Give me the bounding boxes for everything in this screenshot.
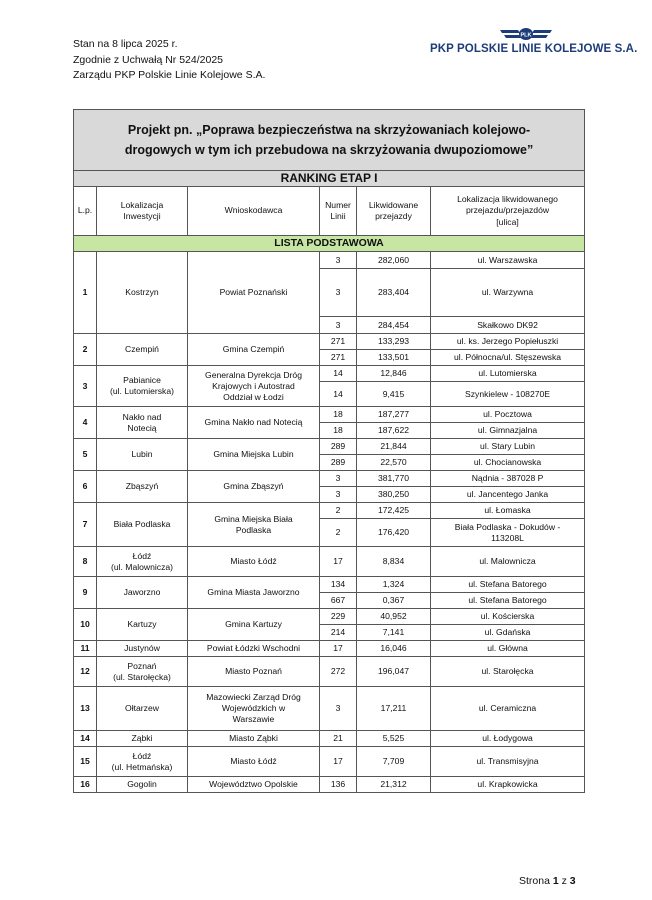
- cell-wnioskodawca: Mazowiecki Zarząd Dróg Wojewódzkich w Warszawie: [188, 687, 320, 731]
- cell-numer-linii: 3: [320, 471, 357, 487]
- header-likwidowane: Likwidowane przejazdy: [357, 187, 431, 236]
- cell-wnioskodawca: Gmina Nakło nad Notecią: [188, 407, 320, 439]
- cell-numer-linii: 271: [320, 350, 357, 366]
- cell-ulica: ul. Malownicza: [431, 547, 585, 577]
- cell-ulica: ul. Jancentego Janka: [431, 487, 585, 503]
- cell-numer-linii: 2: [320, 519, 357, 547]
- cell-lp: 3: [74, 366, 97, 407]
- cell-lp: 8: [74, 547, 97, 577]
- cell-lokalizacja: Czempiń: [97, 334, 188, 366]
- cell-lp: 5: [74, 439, 97, 471]
- cell-lokalizacja: Łódź (ul. Hetmańska): [97, 747, 188, 777]
- cell-likwidowane: 381,770: [357, 471, 431, 487]
- cell-lokalizacja: Ołtarzew: [97, 687, 188, 731]
- table-row: [74, 747, 585, 777]
- cell-ulica: ul. Pocztowa: [431, 407, 585, 423]
- cell-lokalizacja: Poznań (ul. Starołęcka): [97, 657, 188, 687]
- table-row: [74, 687, 585, 731]
- cell-numer-linii: 3: [320, 487, 357, 503]
- cell-likwidowane: 187,622: [357, 423, 431, 439]
- cell-wnioskodawca: Gmina Miejska Lubin: [188, 439, 320, 471]
- document-meta: [73, 37, 265, 84]
- cell-lp: 14: [74, 731, 97, 747]
- cell-ulica: ul. Stary Lubin: [431, 439, 585, 455]
- table-row: [74, 657, 585, 687]
- table-row: [74, 777, 585, 793]
- cell-numer-linii: 136: [320, 777, 357, 793]
- cell-likwidowane: 133,501: [357, 350, 431, 366]
- cell-numer-linii: 17: [320, 641, 357, 657]
- cell-lokalizacja: Justynów: [97, 641, 188, 657]
- cell-likwidowane: 187,277: [357, 407, 431, 423]
- cell-lp: 7: [74, 503, 97, 547]
- cell-numer-linii: 667: [320, 593, 357, 609]
- cell-likwidowane: 283,404: [357, 269, 431, 317]
- cell-numer-linii: 14: [320, 382, 357, 407]
- cell-ulica: ul. Warszawska: [431, 252, 585, 269]
- header-lokalizacja: Lokalizacja Inwestycji: [97, 187, 188, 236]
- cell-ulica: ul. Starołęcka: [431, 657, 585, 687]
- cell-likwidowane: 40,952: [357, 609, 431, 625]
- lista-row: [74, 236, 585, 252]
- cell-lp: 10: [74, 609, 97, 641]
- cell-numer-linii: 17: [320, 747, 357, 777]
- header-lokalizacja-likwidowanego: Lokalizacja likwidowanego przejazdu/przejazdów [ulica]: [431, 187, 585, 236]
- cell-numer-linii: 3: [320, 687, 357, 731]
- cell-likwidowane: 282,060: [357, 252, 431, 269]
- cell-lp: 12: [74, 657, 97, 687]
- cell-numer-linii: 14: [320, 366, 357, 382]
- ranking-title: RANKING ETAP I: [74, 171, 585, 187]
- cell-numer-linii: 3: [320, 269, 357, 317]
- meta-date: Stan na 8 lipca 2025 r.: [73, 38, 178, 50]
- cell-numer-linii: 272: [320, 657, 357, 687]
- cell-likwidowane: 133,293: [357, 334, 431, 350]
- cell-lokalizacja: Gogolin: [97, 777, 188, 793]
- cell-lokalizacja: Ząbki: [97, 731, 188, 747]
- cell-ulica: ul. Kościerska: [431, 609, 585, 625]
- header-wnioskodawca: Wnioskodawca: [188, 187, 320, 236]
- ranking-row: [74, 171, 585, 187]
- cell-ulica: ul. Gimnazjalna: [431, 423, 585, 439]
- cell-lp: 16: [74, 777, 97, 793]
- cell-lokalizacja: Kostrzyn: [97, 252, 188, 334]
- cell-lokalizacja: Łódź (ul. Malownicza): [97, 547, 188, 577]
- cell-lokalizacja: Zbąszyń: [97, 471, 188, 503]
- cell-likwidowane: 196,047: [357, 657, 431, 687]
- cell-numer-linii: 3: [320, 252, 357, 269]
- cell-likwidowane: 380,250: [357, 487, 431, 503]
- cell-wnioskodawca: Powiat Poznański: [188, 252, 320, 334]
- cell-ulica: ul. Gdańska: [431, 625, 585, 641]
- cell-ulica: Skałkowo DK92: [431, 317, 585, 334]
- footer-page: 1: [552, 875, 559, 887]
- project-title-line2: drogowych w tym ich przebudowa na skrzyżowania dwupoziomowe”: [124, 143, 534, 157]
- cell-likwidowane: 1,324: [357, 577, 431, 593]
- table-row: [74, 577, 585, 593]
- cell-likwidowane: 0,367: [357, 593, 431, 609]
- table-row: [74, 439, 585, 455]
- cell-numer-linii: 3: [320, 317, 357, 334]
- footer-strona: Strona: [519, 875, 550, 887]
- cell-ulica: ul. Łodygowa: [431, 731, 585, 747]
- table-row: [74, 407, 585, 423]
- cell-wnioskodawca: Powiat Łódzki Wschodni: [188, 641, 320, 657]
- column-header-row: [74, 187, 585, 236]
- cell-wnioskodawca: Gmina Miejska Biała Podlaska: [188, 503, 320, 547]
- cell-likwidowane: 5,525: [357, 731, 431, 747]
- cell-likwidowane: 7,709: [357, 747, 431, 777]
- cell-ulica: ul. Warzywna: [431, 269, 585, 317]
- cell-likwidowane: 16,046: [357, 641, 431, 657]
- cell-lokalizacja: Jaworzno: [97, 577, 188, 609]
- project-title-line1: Projekt pn. „Poprawa bezpieczeństwa na skrzyżowaniach kolejowo-: [127, 123, 531, 137]
- cell-numer-linii: 18: [320, 407, 357, 423]
- cell-numer-linii: 229: [320, 609, 357, 625]
- footer-total: 3: [569, 875, 576, 887]
- cell-lokalizacja: Biała Podlaska: [97, 503, 188, 547]
- cell-lokalizacja: Kartuzy: [97, 609, 188, 641]
- cell-likwidowane: 172,425: [357, 503, 431, 519]
- project-title: [74, 110, 585, 171]
- table-row: [74, 547, 585, 577]
- table-row: [74, 731, 585, 747]
- cell-wnioskodawca: Miasto Poznań: [188, 657, 320, 687]
- table-row: [74, 503, 585, 519]
- meta-board: Zarządu PKP Polskie Linie Kolejowe S.A.: [73, 69, 266, 81]
- cell-numer-linii: 18: [320, 423, 357, 439]
- cell-lokalizacja: Pabianice (ul. Lutomierska): [97, 366, 188, 407]
- cell-likwidowane: 12,846: [357, 366, 431, 382]
- cell-likwidowane: 8,834: [357, 547, 431, 577]
- cell-numer-linii: 134: [320, 577, 357, 593]
- table-row: [74, 366, 585, 382]
- cell-ulica: ul. Transmisyjna: [431, 747, 585, 777]
- cell-numer-linii: 214: [320, 625, 357, 641]
- cell-wnioskodawca: Miasto Łódź: [188, 747, 320, 777]
- meta-resolution: Zgodnie z Uchwałą Nr 524/2025: [73, 53, 224, 66]
- table-row: [74, 609, 585, 625]
- cell-likwidowane: 7,141: [357, 625, 431, 641]
- cell-wnioskodawca: Gmina Zbąszyń: [188, 471, 320, 503]
- ranking-table: [73, 109, 585, 793]
- footer-z: z: [561, 875, 567, 887]
- cell-ulica: Szynkielew - 108270E: [431, 382, 585, 407]
- cell-ulica: ul. Ceramiczna: [431, 687, 585, 731]
- cell-likwidowane: 21,312: [357, 777, 431, 793]
- cell-ulica: ul. Lutomierska: [431, 366, 585, 382]
- cell-numer-linii: 17: [320, 547, 357, 577]
- logo-name: PKP POLSKIE LINIE KOLEJOWE S.A.: [430, 43, 638, 55]
- cell-ulica: ul. Krapkowicka: [431, 777, 585, 793]
- header-numer-linii: Numer Linii: [320, 187, 357, 236]
- table-row: [74, 641, 585, 657]
- cell-likwidowane: 22,570: [357, 455, 431, 471]
- cell-ulica: ul. Północna/ul. Stęszewska: [431, 350, 585, 366]
- cell-lp: 11: [74, 641, 97, 657]
- cell-lp: 15: [74, 747, 97, 777]
- lista-podstawowa: LISTA PODSTAWOWA: [74, 236, 585, 252]
- cell-likwidowane: 21,844: [357, 439, 431, 455]
- cell-lokalizacja: Nakło nad Notecią: [97, 407, 188, 439]
- cell-wnioskodawca: Województwo Opolskie: [188, 777, 320, 793]
- cell-wnioskodawca: Generalna Dyrekcja Dróg Krajowych i Autostrad Oddział w Łodzi: [188, 366, 320, 407]
- logo-badge: PLK: [520, 32, 532, 39]
- cell-numer-linii: 21: [320, 731, 357, 747]
- cell-likwidowane: 284,454: [357, 317, 431, 334]
- cell-ulica: ul. ks. Jerzego Popiełuszki: [431, 334, 585, 350]
- cell-ulica: ul. Łomaska: [431, 503, 585, 519]
- cell-ulica: Nądnia - 387028 P: [431, 471, 585, 487]
- table-row: [74, 252, 585, 269]
- cell-numer-linii: 271: [320, 334, 357, 350]
- cell-ulica: ul. Chocianowska: [431, 455, 585, 471]
- page-footer: [519, 875, 576, 887]
- cell-lp: 6: [74, 471, 97, 503]
- cell-likwidowane: 176,420: [357, 519, 431, 547]
- cell-numer-linii: 289: [320, 439, 357, 455]
- table-row: [74, 471, 585, 487]
- cell-lokalizacja: Lubin: [97, 439, 188, 471]
- cell-lp: 4: [74, 407, 97, 439]
- header-lp: L.p.: [74, 187, 97, 236]
- cell-numer-linii: 2: [320, 503, 357, 519]
- cell-lp: 1: [74, 252, 97, 334]
- cell-ulica: ul. Stefana Batorego: [431, 593, 585, 609]
- cell-lp: 2: [74, 334, 97, 366]
- cell-likwidowane: 17,211: [357, 687, 431, 731]
- table-body: [74, 252, 585, 793]
- cell-lp: 13: [74, 687, 97, 731]
- cell-wnioskodawca: Miasto Ząbki: [188, 731, 320, 747]
- cell-numer-linii: 289: [320, 455, 357, 471]
- cell-likwidowane: 9,415: [357, 382, 431, 407]
- plk-wings-icon: [498, 26, 554, 42]
- company-logo: [430, 26, 638, 55]
- cell-lp: 9: [74, 577, 97, 609]
- cell-ulica: Biała Podlaska - Dokudów - 113208L: [431, 519, 585, 547]
- project-title-row: [74, 110, 585, 171]
- cell-ulica: ul. Stefana Batorego: [431, 577, 585, 593]
- cell-wnioskodawca: Miasto Łódź: [188, 547, 320, 577]
- cell-wnioskodawca: Gmina Kartuzy: [188, 609, 320, 641]
- cell-wnioskodawca: Gmina Miasta Jaworzno: [188, 577, 320, 609]
- cell-ulica: ul. Główna: [431, 641, 585, 657]
- table-row: [74, 334, 585, 350]
- cell-wnioskodawca: Gmina Czempiń: [188, 334, 320, 366]
